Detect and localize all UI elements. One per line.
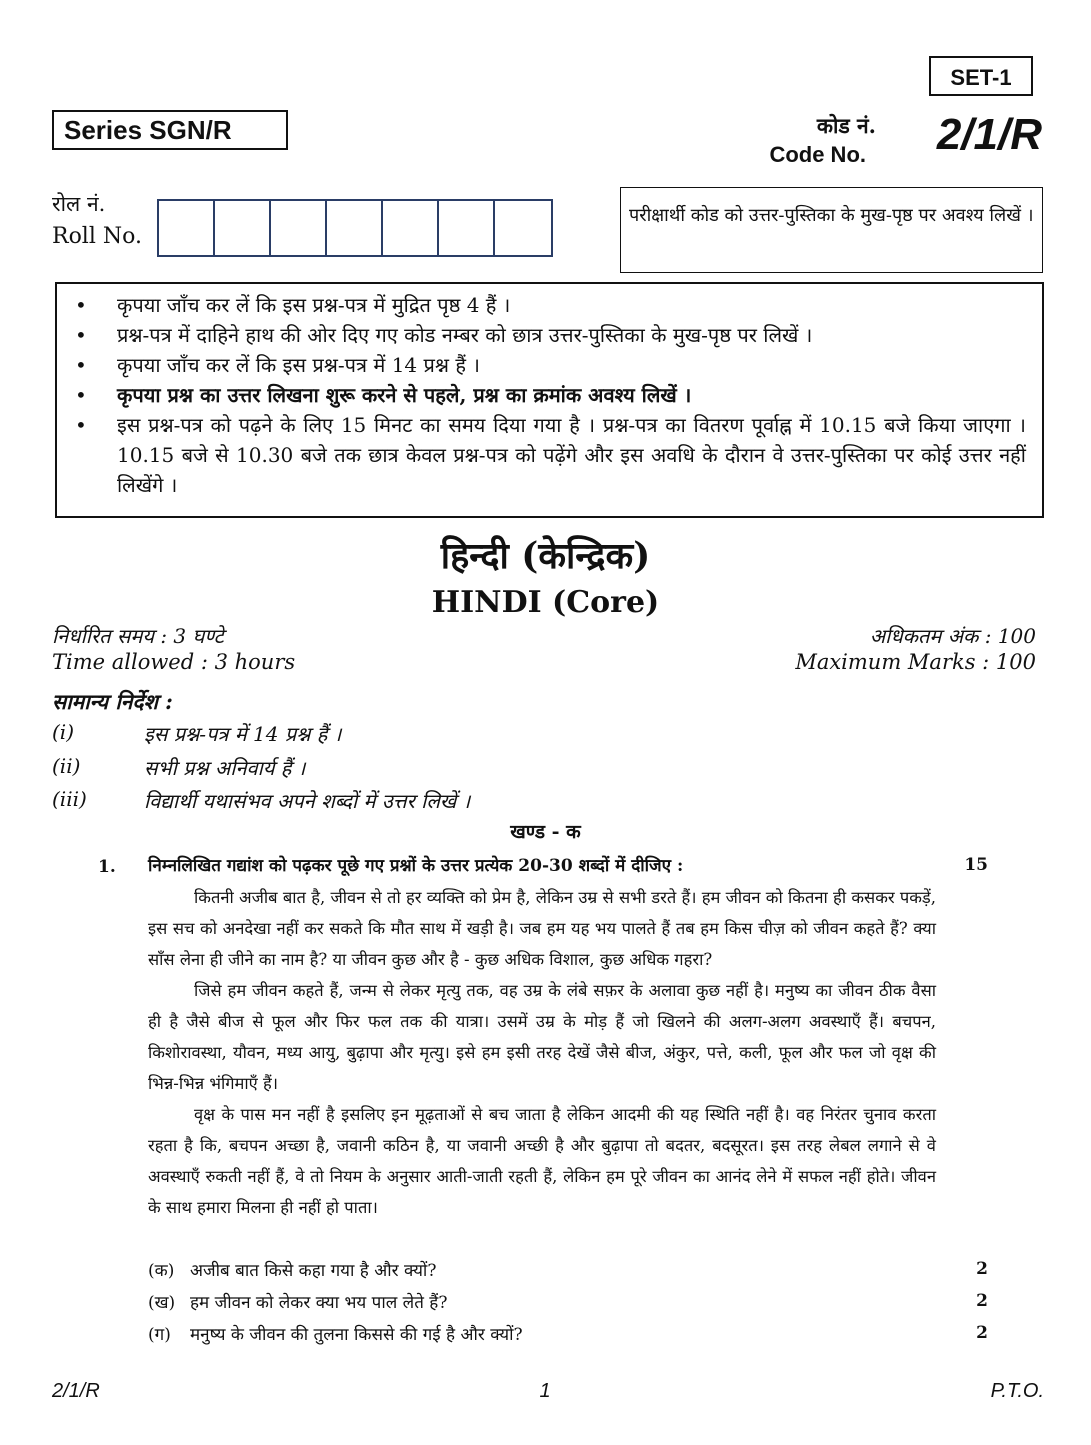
sub-question-marks: 2: [976, 1323, 988, 1343]
bullet-icon: •: [75, 293, 87, 317]
roll-cell: [327, 201, 383, 255]
max-marks-hindi: अधिकतम अंक : 100: [869, 624, 1036, 648]
sub-question: [148, 1258, 436, 1281]
time-allowed-english: Time allowed : 3 hours: [52, 650, 296, 674]
title-english: HINDI (Core): [431, 585, 660, 620]
instruction-item: [75, 290, 1026, 320]
general-instruction-number: (ii): [52, 754, 81, 778]
passage-paragraph: वृक्ष के पास मन नहीं है इसलिए इन मूढ़ताओं से बच जाता है लेकिन आदमी की यह स्थिति नहीं है। वह निरंतर चुनाव करता रहता है कि, बचपन अच्छा है, जवानी कठिन है, या जवानी अच्छी है और बुढ़ापा तो बदतर, बदसूरत। इस तरह लेबल लगाने से वे अवस्थाएँ रुकती नहीं हैं, वे तो नियम के अनुसार आती-जाती रहती हैं, लेकिन हम पूरे जीवन का आनंद लेने में सफल नहीं होते। जीवन के साथ हमारा मिलना ही नहीं हो पाता।: [148, 1105, 936, 1217]
roll-cell: [495, 201, 551, 255]
roll-cell: [383, 201, 439, 255]
passage: [148, 882, 936, 1223]
code-label-english: Code No.: [769, 142, 866, 167]
instruction-item: [75, 380, 1026, 410]
instruction-text: कृपया प्रश्न का उत्तर लिखना शुरू करने से पहले, प्रश्न का क्रमांक अवश्य लिखें ।: [117, 383, 692, 407]
title-hindi: हिन्दी (केन्द्रिक): [440, 535, 651, 577]
general-instruction: [52, 787, 470, 814]
question-text: निम्नलिखित गद्यांश को पढ़कर पूछे गए प्रश्नों के उत्तर प्रत्येक 20-30 शब्दों में दीजिए :: [148, 856, 684, 876]
roll-label-english: Roll No.: [52, 224, 142, 249]
code-value: 2/1/R: [936, 110, 1042, 159]
sub-question-text: हम जीवन को लेकर क्या भय पाल लेते हैं?: [190, 1293, 448, 1313]
general-instruction-text: इस प्रश्न-पत्र में 14 प्रश्न हैं ।: [144, 722, 342, 746]
question-number: 1.: [98, 857, 116, 877]
bullet-icon: •: [75, 323, 87, 347]
general-instructions-title: सामान्य निर्देश :: [52, 689, 173, 714]
sub-question-label: (ग): [148, 1325, 171, 1345]
question-marks: 15: [964, 855, 988, 875]
sub-question-marks: 2: [976, 1291, 988, 1311]
bullet-icon: •: [75, 353, 87, 377]
general-instruction: [52, 754, 305, 781]
series-label: Series SGN/R: [52, 110, 288, 150]
max-marks-english: Maximum Marks : 100: [795, 650, 1036, 674]
general-instruction-number: (i): [52, 720, 75, 744]
section-heading: खण्ड - क: [510, 821, 581, 843]
roll-number-grid: [157, 199, 553, 257]
candidate-code-note: परीक्षार्थी कोड को उत्तर-पुस्तिका के मुख-पृष्ठ पर अवश्य लिखें ।: [620, 187, 1043, 273]
bullet-icon: •: [75, 383, 87, 407]
roll-cell: [215, 201, 271, 255]
pto-label: P.T.O.: [990, 1380, 1044, 1402]
sub-question-text: मनुष्य के जीवन की तुलना किससे की गई है और क्यों?: [190, 1325, 523, 1345]
instruction-text: कृपया जाँच कर लें कि इस प्रश्न-पत्र में 14 प्रश्न हैं ।: [117, 353, 480, 377]
sub-question-marks: 2: [976, 1259, 988, 1279]
roll-cell: [271, 201, 327, 255]
instruction-text: इस प्रश्न-पत्र को पढ़ने के लिए 15 मिनट का समय दिया गया है । प्रश्न-पत्र का वितरण पूर्वाह्न में 10.15 बजे किया जाएगा । 10.15 बजे से 10.30 बजे तक छात्र केवल प्रश्न-पत्र को पढ़ेंगे और इस अवधि के दौरान वे उत्तर-पुस्तिका पर कोई उत्तर नहीं लिखेंगे ।: [117, 413, 1026, 497]
passage-paragraph: जिसे हम जीवन कहते हैं, जन्म से लेकर मृत्यु तक, वह उम्र के लंबे सफ़र के अलावा कुछ नहीं है। मनुष्य का जीवन ठीक वैसा ही है जैसे बीज से फूल और फिर फल तक की यात्रा। उसमें उम्र के मोड़ हैं जो खिलने की अलग-अलग अवस्थाएँ हैं। बचपन, किशोरावस्था, यौवन, मध्य आयु, बुढ़ापा और मृत्यु। इसे हम इसी तरह देखें जैसे बीज, अंकुर, पत्ते, कली, फूल और फल जो वृक्ष की भिन्न-भिन्न भंगिमाएँ हैं।: [148, 981, 936, 1093]
set-label: SET-1: [929, 56, 1033, 96]
instruction-item: [75, 410, 1026, 500]
time-allowed-hindi: निर्धारित समय : 3 घण्टे: [52, 624, 224, 648]
general-instruction-number: (iii): [52, 787, 87, 811]
instruction-item: [75, 350, 1026, 380]
roll-label-hindi: रोल नं.: [52, 192, 106, 216]
roll-cell: [159, 201, 215, 255]
instructions-box: [55, 282, 1044, 518]
sub-question-label: (ख): [148, 1293, 176, 1313]
sub-question-label: (क): [148, 1261, 175, 1281]
instruction-text: प्रश्न-पत्र में दाहिने हाथ की ओर दिए गए कोड नम्बर को छात्र उत्तर-पुस्तिका के मुख-पृष्ठ पर लिखें ।: [117, 323, 813, 347]
code-label-hindi: कोड नं.: [816, 113, 876, 138]
sub-question: [148, 1322, 523, 1345]
general-instruction: [52, 720, 341, 747]
bullet-icon: •: [75, 413, 87, 437]
general-instruction-text: विद्यार्थी यथासंभव अपने शब्दों में उत्तर लिखें ।: [144, 789, 471, 813]
sub-question: [148, 1290, 447, 1313]
instruction-text: कृपया जाँच कर लें कि इस प्रश्न-पत्र में मुद्रित पृष्ठ 4 हैं ।: [117, 293, 511, 317]
sub-question-text: अजीब बात किसे कहा गया है और क्यों?: [190, 1261, 437, 1281]
footer-code: 2/1/R: [52, 1380, 100, 1402]
page-number: 1: [539, 1380, 551, 1402]
passage-paragraph: कितनी अजीब बात है, जीवन से तो हर व्यक्ति को प्रेम है, लेकिन उम्र से सभी डरते हैं। हम जीवन को कितना ही कसकर पकड़ें, इस सच को अनदेखा नहीं कर सकते कि मौत साथ में खड़ी है। जब हम यह भय पालते हैं तब हम किस चीज़ को जीवन कहते हैं? क्या साँस लेना ही जीने का नाम है? या जीवन कुछ और है - कुछ अधिक विशाल, कुछ अधिक गहरा?: [148, 888, 936, 969]
roll-cell: [439, 201, 495, 255]
general-instruction-text: सभी प्रश्न अनिवार्य हैं ।: [144, 756, 306, 780]
instruction-item: [75, 320, 1026, 350]
